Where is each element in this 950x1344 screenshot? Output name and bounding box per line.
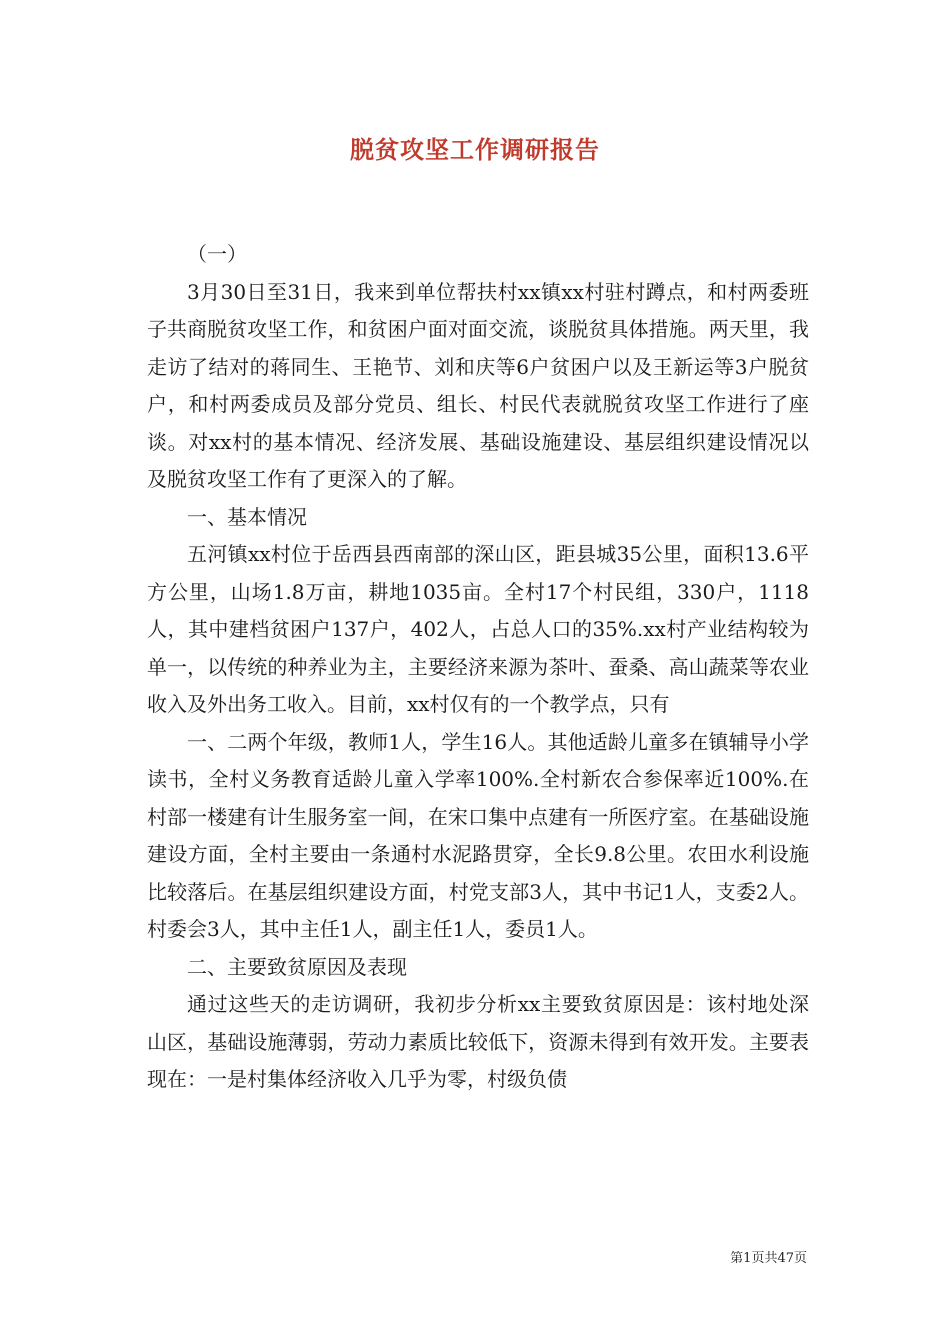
heading-poverty-causes: 二、主要致贫原因及表现 xyxy=(187,954,407,979)
paragraph-basic-situation: 五河镇xx村位于岳西县西南部的深山区，距县城35公里，面积13.6平方公里，山场1.8万亩，耕地1035亩。全村17个村民组，330户，1118人，其中建档贫困户137户，402人，占总人口的35%.xx村产业结构较为单一，以传统的种养业为主，主要经济来源为茶叶、蚕桑、高山蔬菜等农业收入及外出务工收入。目前，xx村仅有的一个教学点，只有 xyxy=(147,542,809,716)
paragraph-poverty-causes: 通过这些天的走访调研，我初步分析xx主要致贫原因是：该村地处深山区，基础设施薄弱，劳动力素质比较低下，资源未得到有效开发。主要表现在：一是村集体经济收入几乎为零，村级负债 xyxy=(147,992,809,1091)
paragraph-education-infrastructure: 一、二两个年级，教师1人，学生16人。其他适龄儿童多在镇辅导小学读书，全村义务教育适龄儿童入学率100%.全村新农合参保率近100%.在村部一楼建有计生服务室一间，在宋口集中点建有一所医疗室。在基础设施建设方面，全村主要由一条通村水泥路贯穿，全长9.8公里。农田水利设施比较落后。在基层组织建设方面，村党支部3人，其中书记1人，支委2人。村委会3人，其中主任1人，副主任1人，委员1人。 xyxy=(147,729,809,941)
section-marker: （一） xyxy=(187,242,247,266)
document-title: 脱贫攻坚工作调研报告 xyxy=(350,135,600,164)
paragraph-intro: 3月30日至31日，我来到单位帮扶村xx镇xx村驻村蹲点，和村两委班子共商脱贫攻坚工作，和贫困户面对面交流，谈脱贫具体措施。两天里，我走访了结对的蒋同生、王艳节、刘和庆等6户贫困户以及王新运等3户脱贫户，和村两委成员及部分党员、组长、村民代表就脱贫攻坚工作进行了座谈。对xx村的基本情况、经济发展、基础设施建设、基层组织建设情况以及脱贫攻坚工作有了更深入的了解。 xyxy=(147,279,809,491)
document-body xyxy=(147,236,809,1099)
page-number: 第1页共47页 xyxy=(730,1251,807,1266)
heading-basic-situation: 一、基本情况 xyxy=(187,504,307,529)
